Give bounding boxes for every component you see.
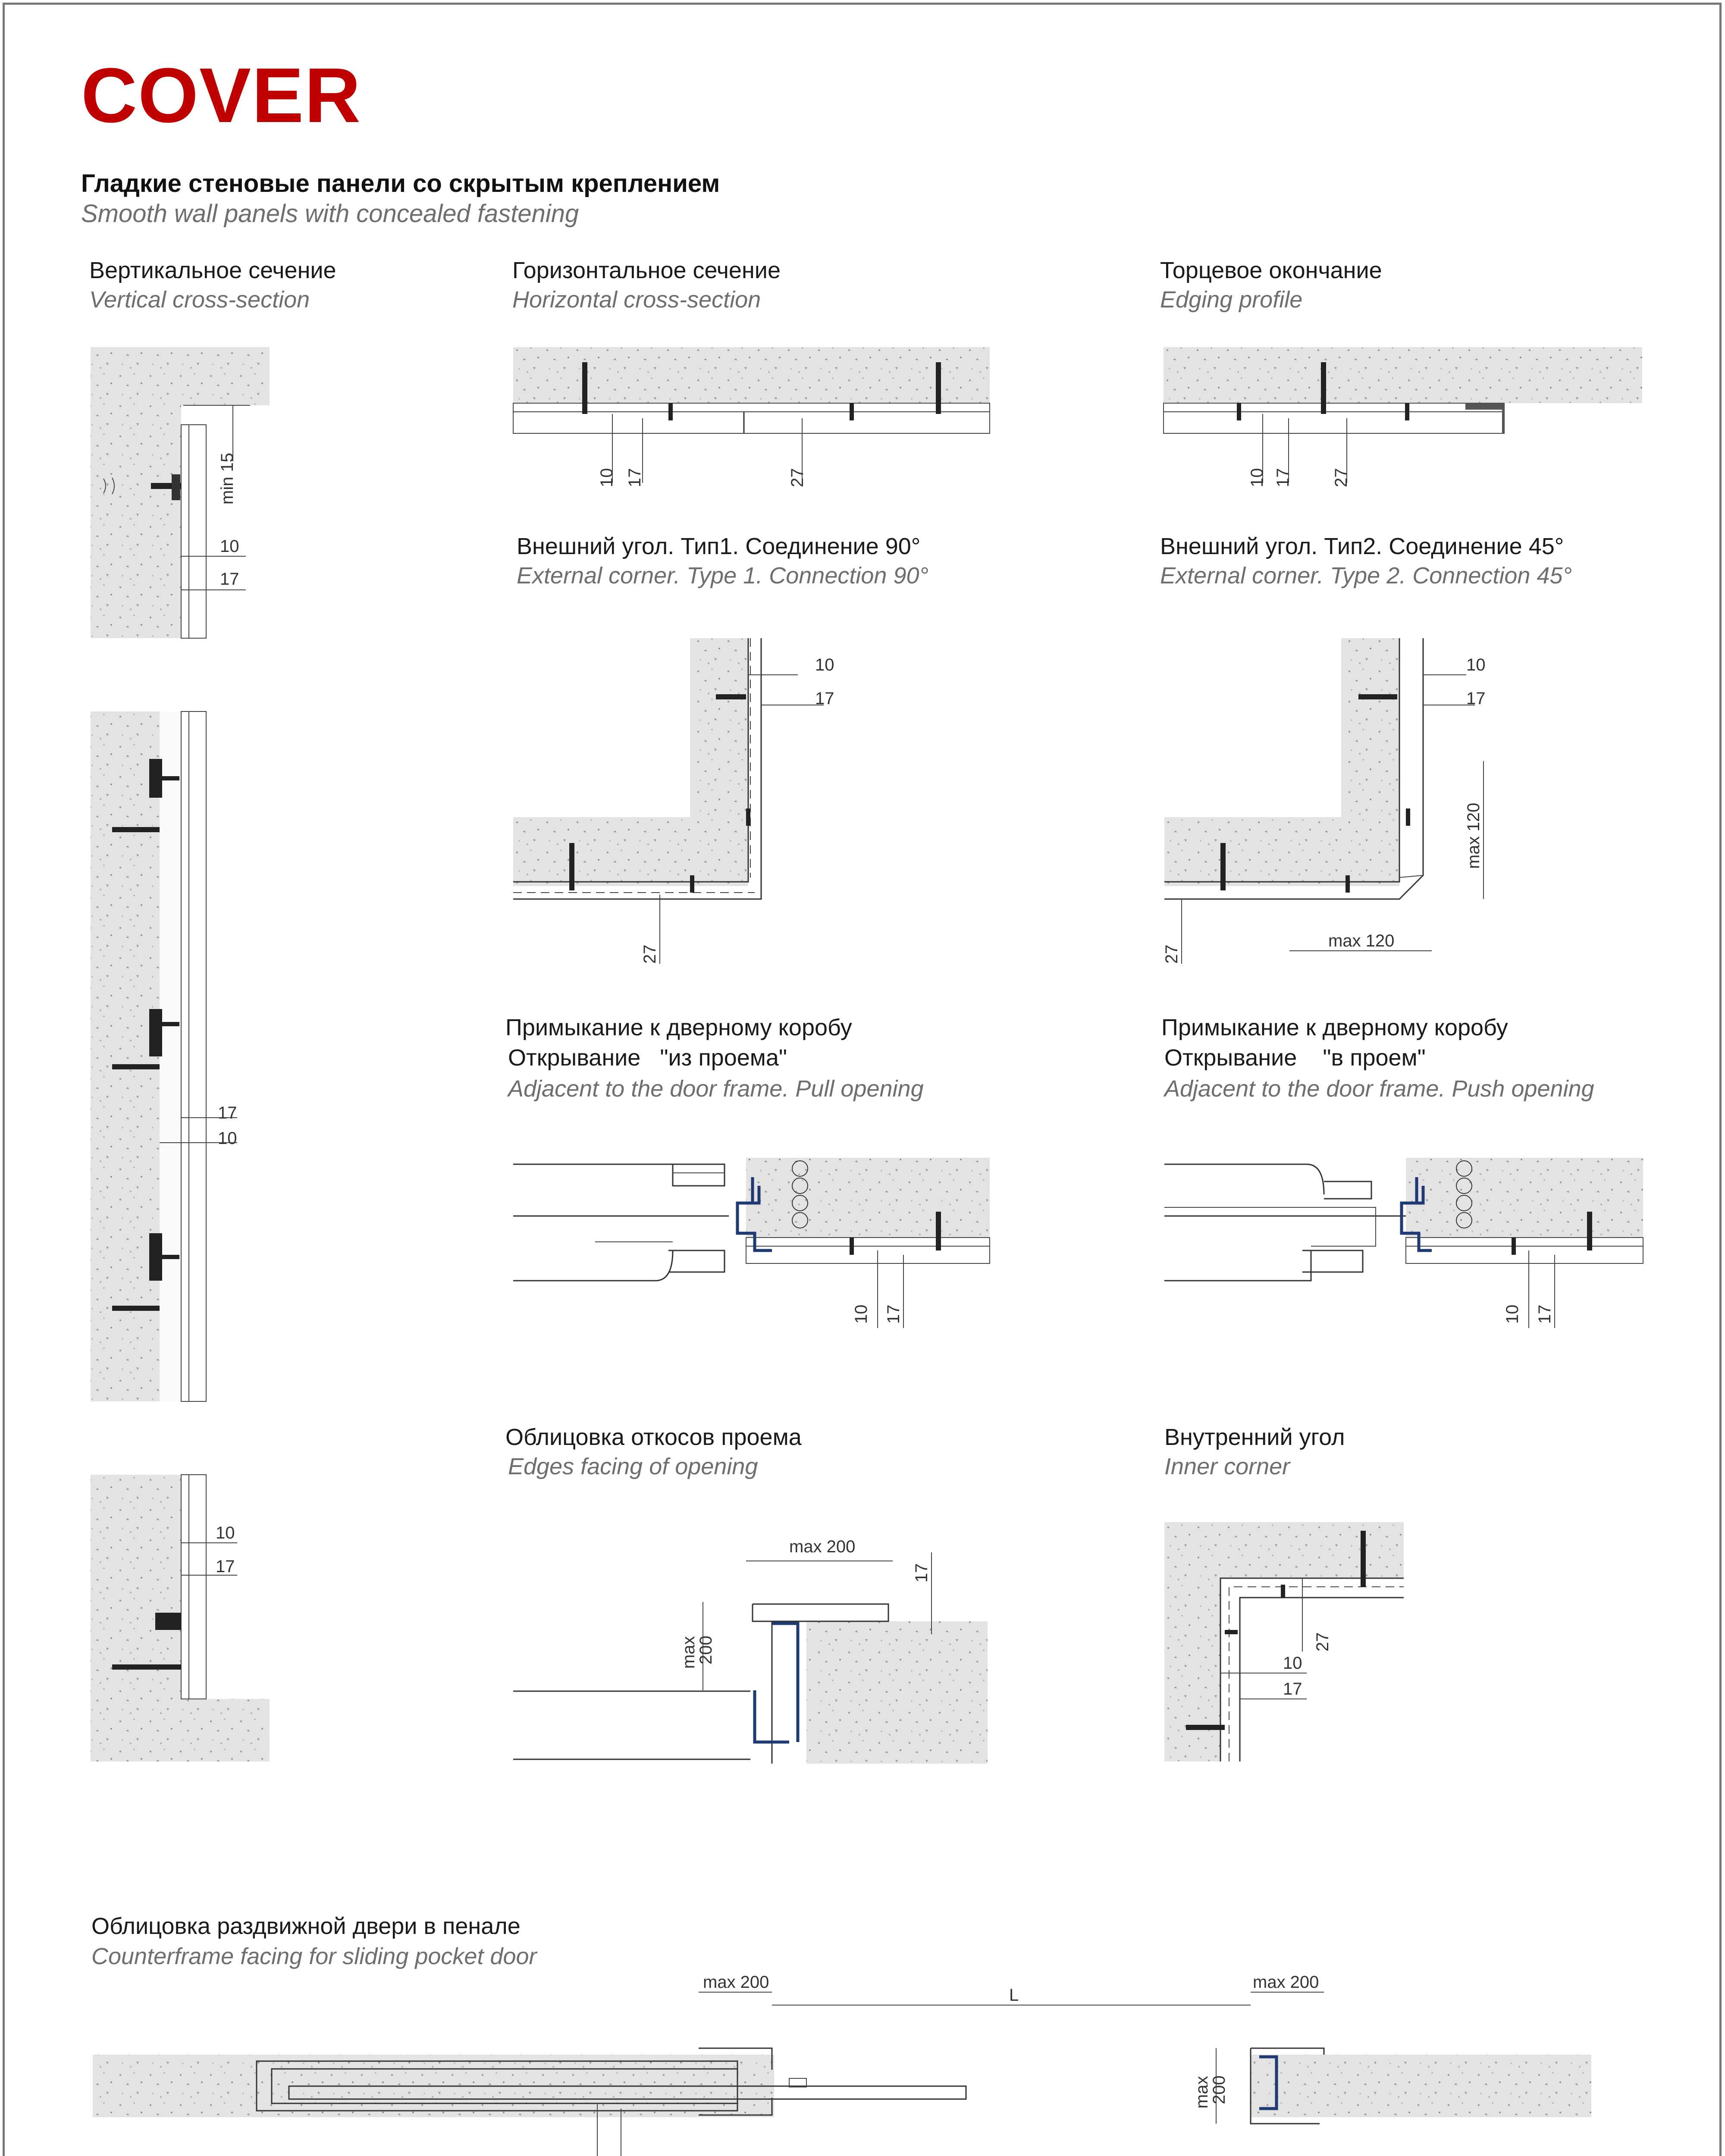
gap-layer: [181, 425, 189, 638]
door-push-title-ru1: Примыкание к дверному коробу: [1161, 1015, 1508, 1040]
dim-200: 200: [1210, 2075, 1229, 2104]
dim-max200-right: max 200: [1253, 1973, 1319, 1992]
gap-layer: [1406, 1238, 1643, 1246]
corner90-title-en: External corner. Type 1. Connection 90°: [517, 563, 929, 589]
inner-corner-section: [1164, 1522, 1406, 1768]
edging-title-ru: Торцевое окончание: [1160, 257, 1382, 283]
corner45-section: [1164, 636, 1527, 972]
door-pull-section: [513, 1147, 996, 1332]
dim-17: 17: [220, 570, 239, 589]
dim-17: 17: [1535, 1304, 1554, 1324]
aluminium-profile: [755, 1623, 798, 1742]
concrete-wall: [746, 1158, 990, 1238]
door-push-title-en: Adjacent to the door frame. Push opening: [1164, 1076, 1594, 1102]
dim-min15: min 15: [218, 452, 237, 505]
dim-17: 17: [912, 1563, 931, 1583]
edging-profile-shape: [1465, 403, 1504, 433]
opening-title-en: Edges facing of opening: [508, 1454, 758, 1479]
corner45-title-en: External corner. Type 2. Connection 45°: [1160, 563, 1572, 589]
panel: [513, 412, 990, 433]
dim-10: 10: [1466, 655, 1486, 674]
dim-10: 10: [815, 655, 834, 674]
dim-17: 17: [1273, 468, 1292, 487]
dim-17: 17: [216, 1557, 235, 1576]
miter-line: [1399, 875, 1423, 877]
dim-max200: max 200: [789, 1537, 856, 1556]
dim-27: 27: [788, 468, 807, 487]
concrete-wall: [1406, 1158, 1643, 1238]
dim-10: 10: [218, 1129, 237, 1148]
dim-10: 10: [1283, 1654, 1302, 1673]
panel: [189, 425, 206, 638]
dim-27: 27: [640, 944, 659, 964]
horizontal-title-en: Horizontal cross-section: [512, 287, 761, 313]
dim-10: 10: [852, 1304, 871, 1324]
dim-10: 10: [220, 537, 239, 556]
concrete-wall: [513, 638, 748, 886]
vertical-section-top: [86, 341, 285, 642]
corner90-title-ru: Внешний угол. Тип1. Соединение 90°: [517, 533, 921, 559]
dim-27: 27: [1332, 468, 1351, 487]
corner45-title-ru: Внешний угол. Тип2. Соединение 45°: [1160, 533, 1564, 559]
panel: [1164, 412, 1504, 433]
concrete-wall: [1164, 347, 1642, 403]
corner90-section: [513, 636, 858, 972]
dim-max120-horizontal: max 120: [1328, 931, 1395, 950]
dim-17: 17: [1466, 689, 1486, 708]
panel: [1406, 1246, 1643, 1263]
vertical-section-bottom: [86, 1475, 285, 1768]
panel: [189, 711, 206, 1401]
opening-title-ru: Облицовка откосов проема: [505, 1424, 802, 1450]
dim-10: 10: [1503, 1304, 1522, 1324]
brand-title: COVER: [81, 52, 362, 139]
gap-line: [1220, 1578, 1404, 1761]
dim-27: 27: [1162, 944, 1181, 964]
dim-17: 17: [884, 1304, 903, 1324]
dim-max200-left: max 200: [703, 1973, 769, 1992]
dim-max: max: [679, 1636, 698, 1669]
subtitle-en: Smooth wall panels with concealed fastening: [81, 200, 579, 228]
concrete-wall-right: [1251, 2055, 1591, 2117]
sliding-title-ru: Облицовка раздвижной двери в пенале: [91, 1913, 521, 1939]
edging-title-en: Edging profile: [1160, 287, 1303, 313]
dim-17: 17: [1283, 1680, 1302, 1698]
door-pull-title-ru1: Примыкание к дверному коробу: [505, 1015, 852, 1040]
panel-edge: [753, 1604, 772, 1621]
dim-27: 27: [1313, 1632, 1332, 1651]
concrete-wall: [1164, 638, 1399, 886]
door-leaf: [513, 1164, 729, 1263]
door-detail: [1164, 1207, 1376, 1246]
gap-layer: [181, 711, 189, 1401]
inner-title-en: Inner corner: [1164, 1454, 1290, 1479]
dim-10: 10: [1248, 468, 1267, 487]
dim-17: 17: [625, 468, 644, 487]
door-pull-title-ru2: Открывание "из проема": [508, 1045, 787, 1071]
door-pull-title-en: Adjacent to the door frame. Pull opening: [508, 1076, 924, 1102]
dim-10: 10: [597, 468, 616, 487]
dim-200: 200: [696, 1636, 715, 1664]
horizontal-section: [513, 345, 996, 492]
door-outline: [1164, 1164, 1414, 1281]
vertical-title-en: Vertical cross-section: [89, 287, 310, 313]
vertical-section-middle: [86, 711, 285, 1406]
edging-section: [1164, 345, 1647, 492]
panel-outline: [1240, 1598, 1404, 1761]
dim-max: max: [1192, 2076, 1211, 2109]
cavity: [160, 711, 181, 1401]
panel: [189, 1475, 206, 1699]
concrete-wall: [806, 1621, 988, 1764]
dim-max120-vertical: max 120: [1464, 802, 1483, 869]
subtitle-ru: Гладкие стеновые панели со скрытым креплением: [81, 169, 720, 197]
sliding-title-en: Counterframe facing for sliding pocket door: [91, 1943, 537, 1969]
gap-layer: [1164, 403, 1504, 412]
dim-L: L: [1009, 1986, 1019, 2005]
sliding-section: [86, 1973, 1531, 2156]
opening-section: [513, 1526, 996, 1768]
dim-10: 10: [216, 1523, 235, 1542]
dim-17: 17: [815, 689, 834, 708]
horizontal-title-ru: Горизонтальное сечение: [512, 257, 781, 283]
door-push-title-ru2: Открывание "в проем": [1164, 1045, 1426, 1071]
vertical-title-ru: Вертикальное сечение: [89, 257, 336, 283]
door-push-section: [1164, 1147, 1647, 1332]
adhesive-line: [1229, 1587, 1404, 1761]
gap-layer: [746, 1238, 990, 1246]
gap-layer: [181, 1475, 189, 1699]
panel: [746, 1246, 990, 1263]
inner-title-ru: Внутренний угол: [1164, 1424, 1345, 1450]
dim-17: 17: [218, 1103, 237, 1122]
